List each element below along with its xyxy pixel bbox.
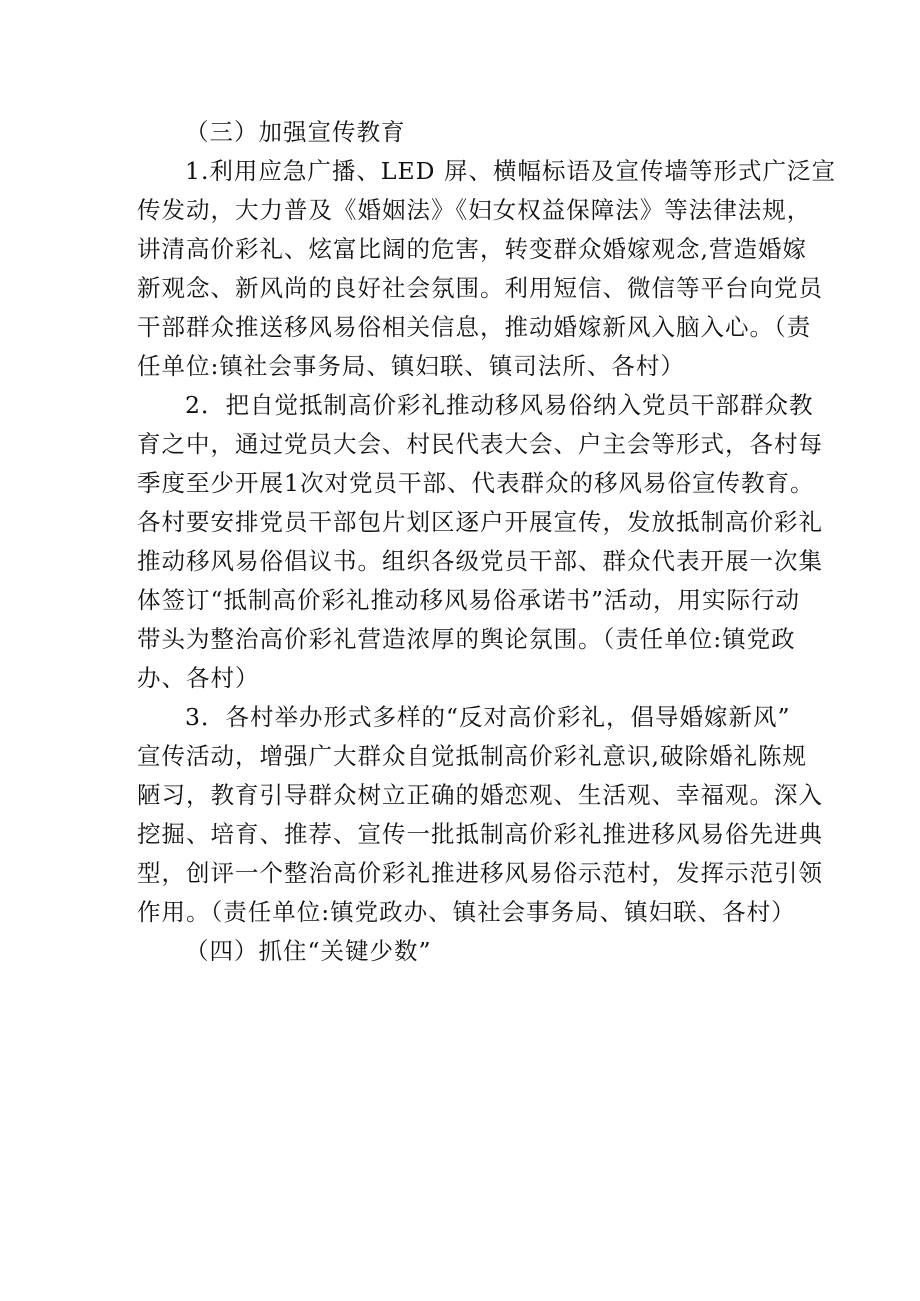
paragraph-line: 季度至少开展1次对党员干部、代表群众的移风易俗宣传教育。 <box>137 469 815 497</box>
paragraph-line: 2．把自觉抵制高价彩礼推动移风易俗纳入党员干部群众教 <box>185 391 814 419</box>
paragraph-line: 3．各村举办形式多样的“反对高价彩礼，倡导婚嫁新风” <box>185 703 791 731</box>
paragraph-line: 挖掘、培育、推荐、宣传一批抵制高价彩礼推进移风易俗先进典 <box>137 820 823 848</box>
paragraph-1 <box>137 152 836 386</box>
paragraph-line: 推动移风易俗倡议书。组织各级党员干部、群众代表开展一次集 <box>137 547 823 575</box>
paragraph-line: 新观念、新风尚的良好社会氛围。利用短信、微信等平台向党员 <box>137 274 823 302</box>
paragraph-line: 1.利用应急广播、LED 屏、横幅标语及宣传墙等形式广泛宣 <box>185 157 836 185</box>
paragraph-line: 传发动，大力普及《婚姻法》《妇女权益保障法》等法律法规， <box>137 196 812 224</box>
paragraph-2 <box>137 386 823 698</box>
paragraph-line: 带头为整治高价彩礼营造浓厚的舆论氛围。（责任单位:镇党政 <box>137 625 796 653</box>
paragraph-line: 体签订“抵制高价彩礼推动移风易俗承诺书”活动，用实际行动 <box>137 586 801 614</box>
paragraph-line: 陋习，教育引导群众树立正确的婚恋观、生活观、幸福观。深入 <box>137 781 823 809</box>
paragraph-line: 型，创评一个整治高价彩礼推进移风易俗示范村，发挥示范引领 <box>137 859 823 887</box>
paragraph-line: 办、各村） <box>137 664 260 692</box>
paragraph-line: 作用。（责任单位:镇党政办、镇社会事务局、镇妇联、各村） <box>137 898 796 926</box>
paragraph-line: 干部群众推送移风易俗相关信息，推动婚嫁新风入脑入心。（责 <box>137 313 812 341</box>
section-heading-3: （三）加强宣传教育 <box>185 118 406 146</box>
paragraph-line: 讲清高价彩礼、炫富比阔的危害，转变群众婚嫁观念,营造婚嫁 <box>137 235 807 263</box>
paragraph-3 <box>137 698 823 932</box>
paragraph-line: 宣传活动，增强广大群众自觉抵制高价彩礼意识,破除婚礼陈规 <box>137 742 807 770</box>
paragraph-line: 各村要安排党员干部包片划区逐户开展宣传，发放抵制高价彩礼 <box>137 508 823 536</box>
document-body <box>137 113 836 971</box>
section-heading-4: （四）抓住“关键少数” <box>185 937 432 965</box>
paragraph-line: 育之中，通过党员大会、村民代表大会、户主会等形式，各村每 <box>137 430 823 458</box>
paragraph-line: 任单位:镇社会事务局、镇妇联、镇司法所、各村） <box>137 352 685 380</box>
